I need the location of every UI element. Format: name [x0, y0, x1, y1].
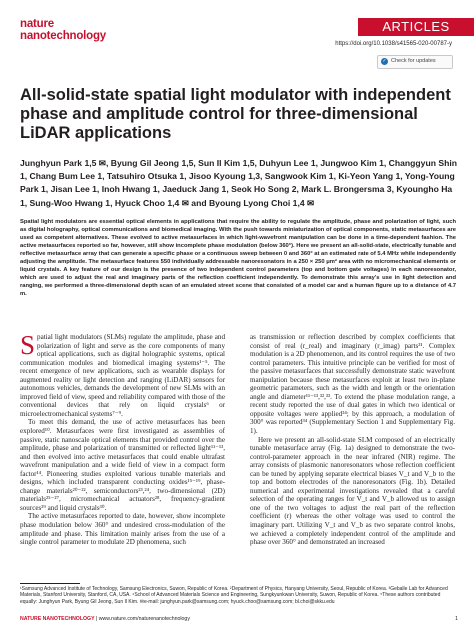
body-paragraph: Here we present an all-solid-state SLM composed of an electrically tunable metasurface array (Fig. 1a) designed to demonstrate the two-control-parameter approach in the near infrared (NIR) regime. The array consists of plasmonic nanoresonators whose reflection coefficient can be tuned by applying separate electrical biases V_t and V_b to the top and bottom electrodes of the nanoresonators (Fig. 1b). Detailed numerical and experimental investigations revealed that a careful selection of the operating ranges for V_t and V_b allowed us to assign one of the two voltages to adjust the real part of the reflection coefficient (r) whereas the other voltage was used to control the imaginary part. Utilizing V_t and V_b as two separate control knobs, we achieved a completely independent control of the amplitude and phase over 360° and demonstrated an increased [250, 435, 455, 547]
check-updates-label: Check for updates [391, 58, 436, 64]
journal-logo[interactable] [20, 19, 112, 49]
check-updates-icon: ✓ [382, 58, 387, 64]
body-column-right [250, 333, 455, 547]
body-paragraph: The active metasurfaces reported to date, however, show incomplete phase modulation below 360° and undesired cross-modulation of the amplitude and phase. This limitation mainly arises from the use of a single control parameter to modulate 2D phenomena, such [20, 512, 225, 547]
masthead [0, 0, 474, 66]
body-paragraph: To meet this demand, the use of active metasurfaces has been explored¹⁰. Metasurfaces were first investigated as assemblies of passive, static nanoscale optical elements that provided control over the amplitude, phase and polarization of transmitted or reflected light¹¹⁻¹³, and then evolved into active metasurfaces that could enable ultrafast wavefront manipulation and a wide field of view in a compact form factor¹⁴. Pioneering studies exploited various tunable materials and designs, which included transparent conducting oxides¹⁵⁻¹⁹, phase-change materials²⁰⁻²², semiconductors²³,²⁴, two-dimensional (2D) materials²⁵⁻²⁷, micromechanical actuators²⁸, frequency-gradient sources²⁹ and liquid crystals³⁰. [20, 418, 225, 512]
logo-line-1: nature [20, 18, 54, 30]
footnote-divider [20, 583, 80, 584]
affiliations-footnote: ¹Samsung Advanced Institute of Technology, Samsung Electronics, Suwon, Republic of Korea. ²Department of Physics, Hanyang University, Seoul, Republic of Korea. ³Geballe Lab for Advanced Materials, Stanford University, Stanford, CA, USA. ⁴School of Advanced Materials Science and Engineering, Sungkyunkwan University, Suwon, Republic of Korea. ⁵These authors contributed equally: Junghyun Park, Byung Gil Jeong, Sun Il Kim. ✉e-mail: junghyun.park@samsung.com; hyuck.choo@samsung.com; bl.choi@skku.edu [20, 586, 448, 605]
body-paragraph-text: patial light modulators (SLMs) regulate the amplitude, phase and polarization of light and serve as the core components of many optical applications, such as digital holographic systems, optical communication modules and biomedical imaging systems¹⁻⁵. The recent emergence of new applications, such as wearable displays for augmented reality or light detection and ranging (LiDAR) sensors for autonomous vehicles, demands the development of new SLMs with an improved field of view, speed and reliability compared with those of the conventional devices that rely on liquid crystals⁶ or microelectromechanical systems⁷⁻⁹. [20, 333, 225, 418]
footer-journal-name: NATURE NANOTECHNOLOGY [20, 616, 95, 622]
body-paragraph: as transmission or reflection described by complex coefficients that consist of real (r_real) and imaginary (r_imag) parts³¹. Complex modulation is a 2D phenomenon, and its control requires the use of two control parameters. This intuitive principle can be verified for most of the passive metasurfaces that successfully demonstrate static wavefront manipulation because these metasurfaces exploit at least two in-plane geometric parameters, such as the width and length or the orientation angle and diameter¹¹⁻¹³,³²,³³. To extend the phase modulation range, a recent study reported the use of dual gates in which two identical or opposite voltages were applied³⁴; by this approach, a modulation of 300° was reported³⁴ (Supplementary Section 1 and Supplementary Fig. 1). [250, 333, 455, 436]
page-footer [20, 616, 458, 626]
drop-cap: S [20, 330, 36, 360]
footer-url[interactable]: | www.nature.com/naturenanotechnology [96, 616, 190, 622]
footer-journal [20, 616, 190, 622]
logo-line-2: nanotechnology [20, 30, 107, 42]
section-label: ARTICLES [358, 18, 474, 36]
article-title: All-solid-state spatial light modulator with independent phase and amplitude control for three-dimensional LiDAR applications [20, 86, 451, 143]
body-paragraph [20, 330, 225, 418]
page-number: 1 [455, 616, 458, 622]
abstract: Spatial light modulators are essential optical elements in applications that require the ability to regulate the amplitude, phase and polarization of light, such as digital holography, optical communications and biomedical imaging. With the push towards miniaturization of optical components, static metasurfaces are used as competent alternatives. These evolved to active metasurfaces in which light-wavefront manipulation can be done in a time-dependent fashion. The active metasurfaces reported so far, however, still show incomplete phase modulation (below 360°). Here we present an all-solid-state, electrically tunable and reflective metasurface array that can generate a specific phase or a continuous sweep between 0 and 360° at an estimated rate of 5.4 MHz while independently adjusting the amplitude. The metasurface features 550 individually addressable nanoresonators in a 250 × 250 μm² area with no micromechanical elements or liquid crystals. A key feature of our design is the presence of two independent control parameters (top and bottom gate voltages) in each nanoresonator, which are used to adjust the real and imaginary parts of the reflection coefficient independently. To demonstrate this array's use in light detection and ranging, we performed a three-dimensional depth scan of an emulated street scene that consisted of a model car and a human figure up to a distance of 4.7 m. [20, 219, 456, 297]
author-list: Junghyun Park 1,5 ✉, Byung Gil Jeong 1,5, Sun Il Kim 1,5, Duhyun Lee 1, Jungwoo Kim 1, Changgyun Shin 1, Chang Bum Lee 1, Tatsuhiro Otsuka 1, Jisoo Kyoung 1,3, Sangwook Kim 1, Ki-Yeon Yang 1, Yong-Young Park 1, Jisan Lee 1, Inoh Hwang 1, Jaeduck Jang 1, Seok Ho Song 2, Mark L. Brongersma 3, Kyoungho Ha 1, Sung-Woo Hwang 1, Hyuck Choo 1,4 ✉ and Byoung Lyong Choi 1,4 ✉ [20, 158, 457, 208]
doi-link[interactable]: https://doi.org/10.1038/s41565-020-00787-y [335, 41, 452, 47]
body-column-left [20, 330, 225, 547]
check-updates-button[interactable] [377, 55, 453, 69]
